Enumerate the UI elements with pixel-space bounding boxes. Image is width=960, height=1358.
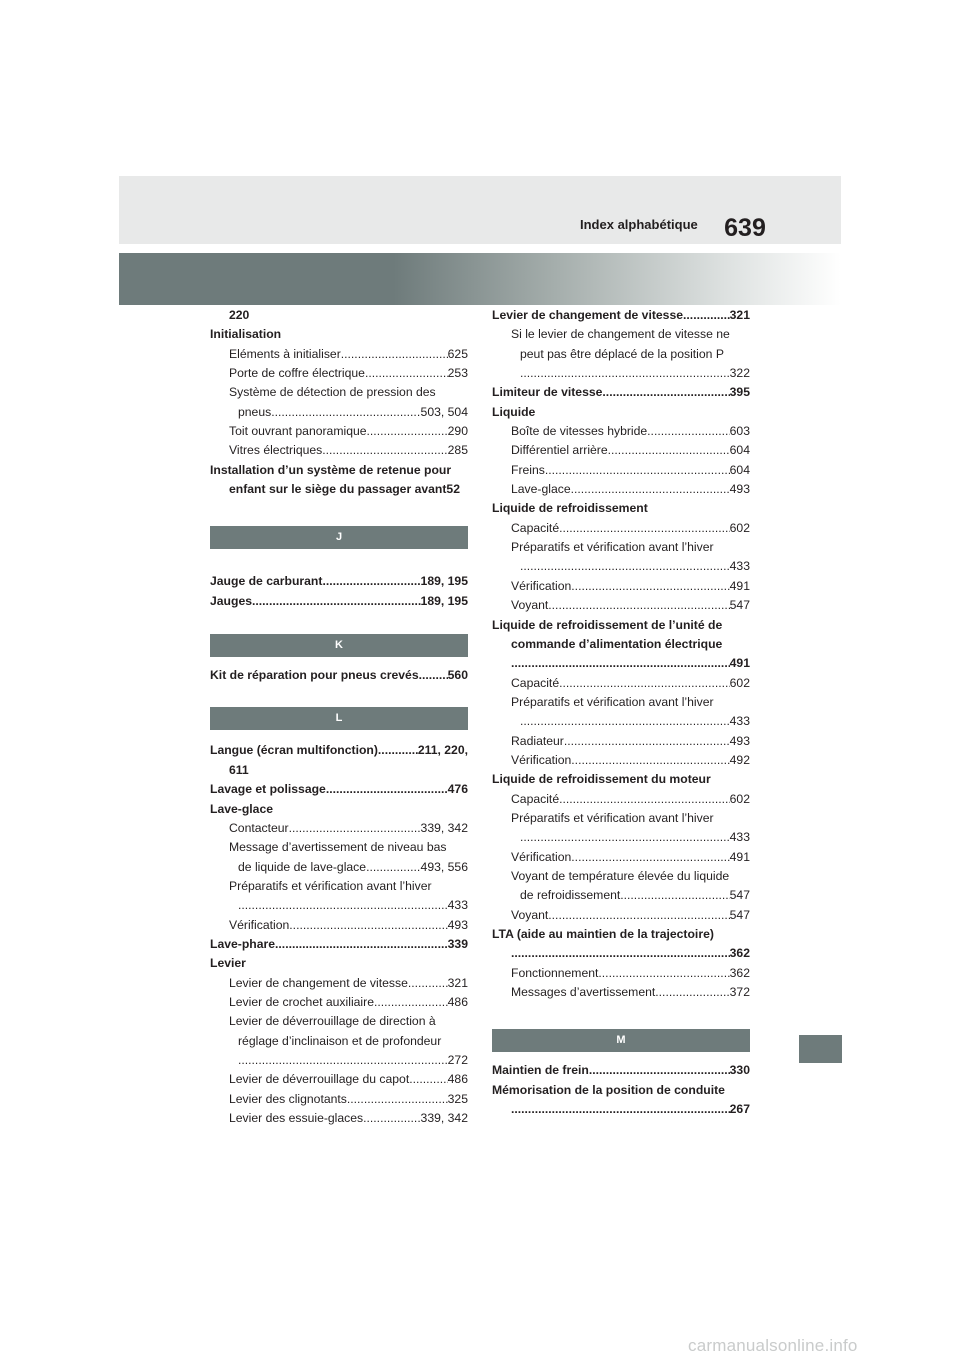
index-entry: Système de détection de pression des bbox=[229, 385, 436, 400]
index-entry: Levier des clignotants ..... 325 bbox=[210, 1090, 468, 1109]
index-entry: Vérification ..... 491 bbox=[492, 848, 750, 867]
index-entry: Levier de déverrouillage de direction à bbox=[229, 1014, 436, 1029]
index-entry: ..... 433 bbox=[492, 828, 750, 847]
index-entry: de refroidissement ..... 547 bbox=[492, 886, 750, 905]
index-entry: Radiateur ..... 493 bbox=[492, 732, 750, 751]
index-entry: Levier des essuie-glaces ..... 339, 342 bbox=[210, 1109, 468, 1128]
index-entry: Vérification ..... 491 bbox=[492, 577, 750, 596]
index-entry: Voyant de température élevée du liquide bbox=[511, 868, 730, 883]
index-entry: Installation d’un système de retenue pour bbox=[210, 462, 452, 477]
index-entry: Jauges ..... 189, 195 bbox=[210, 592, 468, 611]
index-entry: Langue (écran multifonction) ..... 211, 220, bbox=[210, 741, 468, 760]
index-entry: Freins ..... 604 bbox=[492, 461, 750, 480]
index-entry: ..... 491 bbox=[492, 654, 750, 673]
index-entry: commande d’alimentation électrique bbox=[511, 636, 723, 651]
index-entry: Messages d’avertissement ..... 372 bbox=[492, 983, 750, 1002]
index-entry: ..... 272 bbox=[210, 1051, 468, 1070]
index-entry: Liquide de refroidissement de l’unité de bbox=[492, 617, 723, 632]
index-entry: Liquide bbox=[492, 404, 536, 419]
index-entry: pneus ..... 503, 504 bbox=[210, 403, 468, 422]
index-entry: ..... 433 bbox=[492, 712, 750, 731]
index-entry: Toit ouvrant panoramique ..... 290 bbox=[210, 422, 468, 441]
index-entry: Vérification ..... 492 bbox=[492, 751, 750, 770]
index-entry: Mémorisation de la position de conduite bbox=[492, 1082, 725, 1097]
index-entry: Préparatifs et vérification avant l’hiver bbox=[229, 878, 432, 893]
index-entry: Préparatifs et vérification avant l’hiver bbox=[511, 540, 714, 555]
index-entry: ..... 322 bbox=[492, 364, 750, 383]
index-entry: Levier de déverrouillage du capot ..... 486 bbox=[210, 1070, 468, 1089]
index-entry: Préparatifs et vérification avant l’hiver bbox=[511, 694, 714, 709]
letter-header-l: L bbox=[210, 707, 468, 730]
index-entry: Vitres électriques ..... 285 bbox=[210, 441, 468, 460]
watermark-logo: carmanualsonline.info bbox=[688, 1336, 858, 1355]
index-entry: Capacité ..... 602 bbox=[492, 674, 750, 693]
index-entry: Différentiel arrière ..... 604 bbox=[492, 441, 750, 460]
index-entry: ..... 433 bbox=[210, 896, 468, 915]
index-entry: Capacité ..... 602 bbox=[492, 790, 750, 809]
index-entry: Si le levier de changement de vitesse ne bbox=[511, 327, 730, 342]
index-entry: Levier de crochet auxiliaire ..... 486 bbox=[210, 993, 468, 1012]
index-entry: Maintien de frein ..... 330 bbox=[492, 1061, 750, 1080]
index-entry: 220 bbox=[229, 308, 250, 322]
index-entry: ..... 267 bbox=[492, 1100, 750, 1119]
index-entry: Initialisation bbox=[210, 327, 282, 342]
index-entry: Voyant ..... 547 bbox=[492, 596, 750, 615]
side-thumb-tab bbox=[799, 1035, 842, 1063]
index-entry: Liquide de refroidissement du moteur bbox=[492, 772, 711, 787]
index-entry: Préparatifs et vérification avant l’hiver bbox=[511, 810, 714, 825]
index-entry: Capacité ..... 602 bbox=[492, 519, 750, 538]
index-entry: Lave-phare ..... 339 bbox=[210, 935, 468, 954]
letter-header-m: M bbox=[492, 1029, 750, 1052]
header-gradient-bar bbox=[119, 253, 841, 305]
index-entry: Message d’avertissement de niveau bas bbox=[229, 840, 447, 855]
letter-header-k: K bbox=[210, 634, 468, 657]
index-entry: Lave-glace bbox=[210, 801, 274, 816]
index-entry: Vérification ..... 493 bbox=[210, 916, 468, 935]
index-entry: Eléments à initialiser ..... 625 bbox=[210, 345, 468, 364]
index-entry: Kit de réparation pour pneus crevés ..... 560 bbox=[210, 666, 468, 685]
index-entry: Liquide de refroidissement bbox=[492, 501, 648, 516]
index-entry: 611 bbox=[229, 762, 249, 777]
index-entry: Lavage et polissage ..... 476 bbox=[210, 780, 468, 799]
index-entry: Jauge de carburant ..... 189, 195 bbox=[210, 572, 468, 591]
index-entry: Fonctionnement ..... 362 bbox=[492, 964, 750, 983]
index-entry: de liquide de lave-glace ..... 493, 556 bbox=[210, 858, 468, 877]
index-column-right bbox=[492, 306, 750, 1119]
index-entry: Levier de changement de vitesse ..... 321 bbox=[492, 306, 750, 325]
letter-header-j: J bbox=[210, 526, 468, 549]
index-entry: ..... 433 bbox=[492, 557, 750, 576]
index-entry: Voyant ..... 547 bbox=[492, 906, 750, 925]
index-entry: Levier de changement de vitesse ..... 321 bbox=[210, 974, 468, 993]
index-entry: réglage d’inclinaison et de profondeur bbox=[238, 1033, 442, 1048]
index-entry: peut pas être déplacé de la position P bbox=[520, 346, 724, 361]
index-entry: Contacteur ..... 339, 342 bbox=[210, 819, 468, 838]
index-entry: Lave-glace ..... 493 bbox=[492, 480, 750, 499]
page-number: 639 bbox=[724, 214, 766, 242]
index-entry: ..... 362 bbox=[492, 944, 750, 963]
index-entry: LTA (aide au maintien de la trajectoire) bbox=[492, 927, 714, 941]
section-title: Index alphabétique bbox=[580, 217, 698, 232]
index-entry: Boîte de vitesses hybride ..... 603 bbox=[492, 422, 750, 441]
index-entry: Limiteur de vitesse ..... 395 bbox=[492, 383, 750, 402]
index-entry: enfant sur le siège du passager avant52 bbox=[229, 482, 460, 497]
index-entry: Levier bbox=[210, 956, 246, 971]
index-column-left bbox=[210, 306, 468, 1128]
index-entry: Porte de coffre électrique ..... 253 bbox=[210, 364, 468, 383]
